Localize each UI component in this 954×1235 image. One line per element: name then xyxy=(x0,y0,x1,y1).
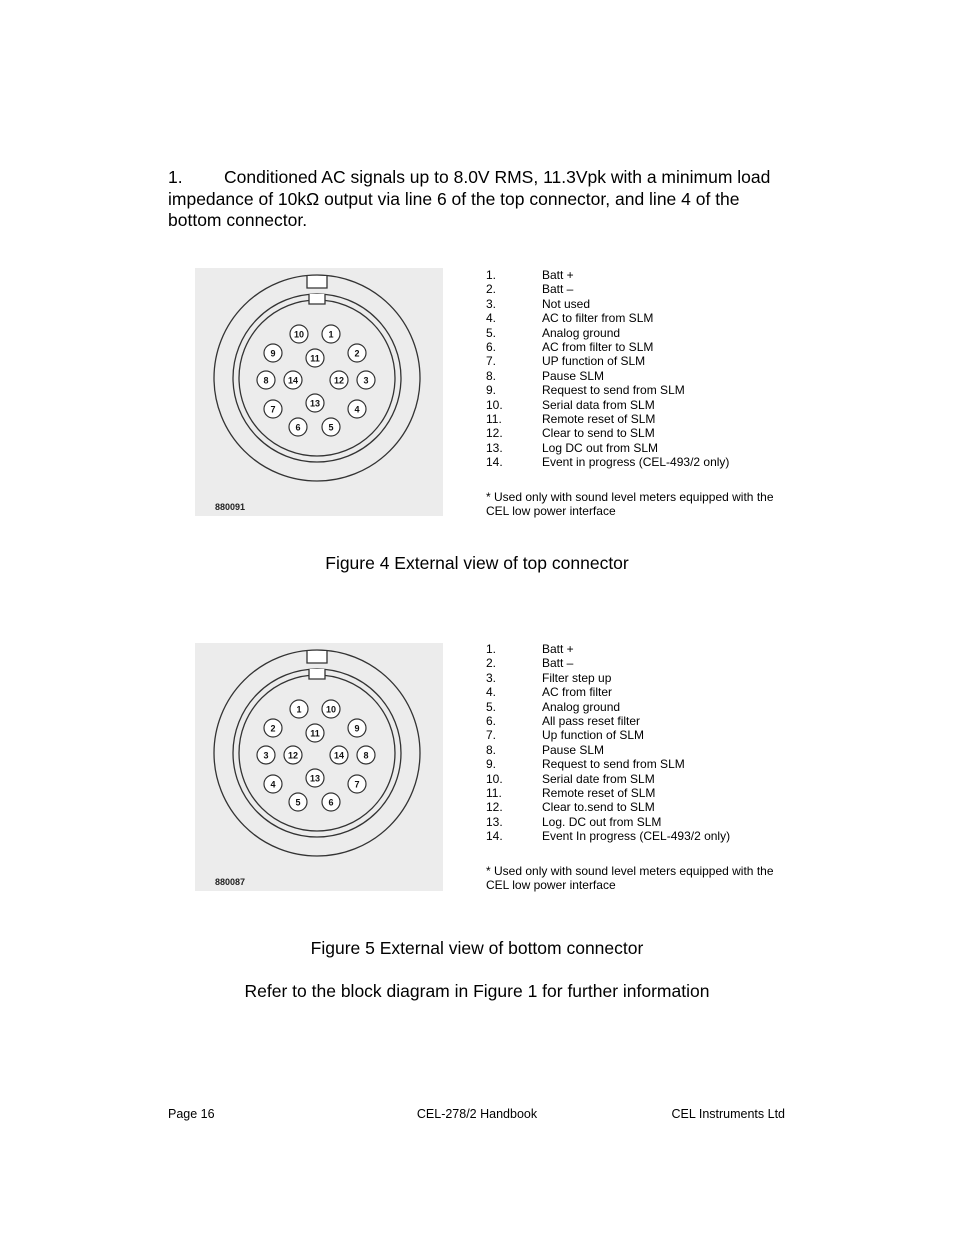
intro-paragraph xyxy=(168,167,788,232)
connector-pin-label: 3 xyxy=(363,375,369,386)
connector-pin-label: 10 xyxy=(293,329,305,340)
top-connector-diagram xyxy=(195,268,443,516)
connector-pin-label: 2 xyxy=(270,723,276,734)
pin-number: 10. xyxy=(486,771,503,786)
pin-number: 1. xyxy=(486,268,497,282)
pin-list-item xyxy=(486,268,729,282)
pin-label: Clear to send to SLM xyxy=(542,426,655,441)
pin-list-item xyxy=(486,297,729,311)
connector-pin-label: 7 xyxy=(354,779,360,790)
pin-list-item xyxy=(486,714,730,728)
pin-label: Event In progress (CEL-493/2 only) xyxy=(542,829,731,844)
pin-list-item xyxy=(486,757,730,771)
pin-number: 8. xyxy=(486,742,497,757)
pin-label: Batt + xyxy=(542,268,574,282)
pin-label: Request to send from SLM xyxy=(542,383,685,398)
pin-list-item xyxy=(486,354,729,368)
connector-pin-label: 13 xyxy=(309,398,321,409)
pin-number: 9. xyxy=(486,757,497,772)
pin-number: 13. xyxy=(486,814,503,829)
pin-number: 7. xyxy=(486,354,497,369)
pin-number: 12. xyxy=(486,800,503,815)
footer-page-number: Page 16 xyxy=(168,1107,215,1121)
pin-list-item xyxy=(486,311,729,325)
pin-label: Log. DC out from SLM xyxy=(542,814,662,829)
pin-label: Analog ground xyxy=(542,699,621,714)
pin-number: 2. xyxy=(486,656,497,671)
figure-image-code: 880087 xyxy=(215,877,246,887)
paragraph-text: Conditioned AC signals up to 8.0V RMS, 11.3Vpk with a minimum load impedance of 10kΩ output via line 6 of the top connector, and line 4 of the bottom connector. xyxy=(168,167,771,230)
pin-number: 3. xyxy=(486,670,497,685)
top-connector-note: * Used only with sound level meters equipped with the CEL low power interface xyxy=(486,490,774,519)
pin-number: 10. xyxy=(486,397,503,412)
connector-pin-label: 10 xyxy=(325,704,337,715)
footer-company: CEL Instruments Ltd xyxy=(671,1107,785,1121)
pin-list-item xyxy=(486,282,729,296)
connector-pin-label: 3 xyxy=(263,750,269,761)
refer-text: Refer to the block diagram in Figure 1 for further information xyxy=(244,981,710,1001)
connector-pin-label: 2 xyxy=(354,348,360,359)
pin-number: 13. xyxy=(486,440,503,455)
pin-list-item xyxy=(486,383,729,397)
pin-label: Batt – xyxy=(542,656,574,671)
pin-label: All pass reset filter xyxy=(542,714,641,729)
pin-label: Batt + xyxy=(542,642,574,656)
pin-number: 11. xyxy=(486,786,502,801)
connector-pin-label: 6 xyxy=(295,422,301,433)
pin-list-item xyxy=(486,800,730,814)
pin-label: Up function of SLM xyxy=(542,728,645,743)
bottom-connector-pin-list xyxy=(486,642,730,844)
figure-4-caption: Figure 4 External view of top connector xyxy=(325,553,629,573)
connector-inner-key xyxy=(309,294,325,304)
connector-pin-label: 4 xyxy=(270,779,276,790)
pin-label: Remote reset of SLM xyxy=(542,786,656,801)
connector-pin-label: 1 xyxy=(328,329,334,340)
connector-pin-label: 5 xyxy=(295,797,301,808)
pin-label: Not used xyxy=(542,296,591,311)
pin-number: 3. xyxy=(486,296,497,311)
pin-label: Clear to.send to SLM xyxy=(542,800,655,815)
bottom-connector-diagram xyxy=(195,643,443,891)
pin-label: AC to filter from SLM xyxy=(542,311,654,326)
bottom-connector-image xyxy=(195,643,443,891)
pin-list-item xyxy=(486,786,730,800)
pin-label: Log DC out from SLM xyxy=(542,440,659,455)
pin-number: 5. xyxy=(486,699,497,714)
connector-pin-label: 5 xyxy=(328,422,334,433)
pin-label: Serial data from SLM xyxy=(542,397,655,412)
pin-list-item xyxy=(486,441,729,455)
pin-label: AC from filter to SLM xyxy=(542,340,654,355)
footer-title: CEL-278/2 Handbook xyxy=(416,1107,538,1121)
connector-pin-label: 12 xyxy=(287,750,299,761)
connector-pin-label: 7 xyxy=(270,404,276,415)
connector-outer-ring xyxy=(214,275,420,481)
pin-label: Request to send from SLM xyxy=(542,757,685,772)
pin-number: 11. xyxy=(486,412,502,427)
pin-number: 14. xyxy=(486,829,503,844)
pin-list-item xyxy=(486,743,730,757)
pin-label: Serial date from SLM xyxy=(542,771,655,786)
top-connector-pin-list xyxy=(486,268,729,470)
connector-pin-label: 14 xyxy=(287,375,299,386)
connector-pin-label: 11 xyxy=(310,728,320,739)
pin-list-item xyxy=(486,326,729,340)
connector-pin-label: 13 xyxy=(309,773,321,784)
bottom-connector-note: * Used only with sound level meters equipped with the CEL low power interface xyxy=(486,864,774,893)
connector-key-notch xyxy=(307,651,327,663)
connector-pin-label: 8 xyxy=(363,750,369,761)
pin-list-item xyxy=(486,455,729,469)
connector-key-notch xyxy=(307,276,327,288)
pin-number: 6. xyxy=(486,340,497,355)
pin-list-item xyxy=(486,412,729,426)
connector-pin-label: 1 xyxy=(296,704,302,715)
pin-number: 5. xyxy=(486,325,497,340)
connector-pin-label: 4 xyxy=(354,404,360,415)
pin-label: Event in progress (CEL-493/2 only) xyxy=(542,455,730,470)
pin-label: Filter step up xyxy=(542,670,612,685)
pin-label: Batt – xyxy=(542,282,574,297)
connector-pin-label: 8 xyxy=(263,375,269,386)
connector-pin-label: 14 xyxy=(333,750,345,761)
pin-number: 9. xyxy=(486,383,497,398)
pin-number: 8. xyxy=(486,368,497,383)
pin-list-item xyxy=(486,369,729,383)
top-connector-image xyxy=(195,268,443,516)
pin-number: 1. xyxy=(486,642,497,656)
pin-number: 4. xyxy=(486,311,497,326)
pin-list-item xyxy=(486,829,730,843)
pin-number: 6. xyxy=(486,714,497,729)
paragraph-number: 1. xyxy=(168,167,183,187)
connector-pin-label: 6 xyxy=(328,797,334,808)
pin-list-item xyxy=(486,398,729,412)
pin-number: 14. xyxy=(486,455,503,470)
pin-list-item xyxy=(486,426,729,440)
pin-label: UP function of SLM xyxy=(542,354,646,369)
pin-label: AC from filter xyxy=(542,685,613,700)
pin-number: 4. xyxy=(486,685,497,700)
pin-list-item xyxy=(486,815,730,829)
pin-label: Pause SLM xyxy=(542,368,605,383)
pin-label: Analog ground xyxy=(542,325,621,340)
pin-list-item xyxy=(486,671,730,685)
connector-pin-label: 9 xyxy=(270,348,276,359)
figure-image-code: 880091 xyxy=(215,502,246,512)
pin-label: Pause SLM xyxy=(542,742,605,757)
pin-number: 12. xyxy=(486,426,503,441)
pin-list-item xyxy=(486,700,730,714)
pin-list-item xyxy=(486,656,730,670)
connector-pin-label: 9 xyxy=(354,723,360,734)
pin-list-item xyxy=(486,728,730,742)
pin-number: 7. xyxy=(486,728,497,743)
pin-list-item xyxy=(486,772,730,786)
connector-inner-key xyxy=(309,669,325,679)
pin-list-item xyxy=(486,642,730,656)
pin-list-item xyxy=(486,340,729,354)
pin-number: 2. xyxy=(486,282,497,297)
connector-pin-label: 12 xyxy=(333,375,345,386)
connector-outer-ring xyxy=(214,650,420,856)
connector-pin-label: 11 xyxy=(310,353,320,364)
pin-list-item xyxy=(486,685,730,699)
pin-label: Remote reset of SLM xyxy=(542,412,656,427)
figure-5-caption: Figure 5 External view of bottom connector xyxy=(310,938,644,958)
